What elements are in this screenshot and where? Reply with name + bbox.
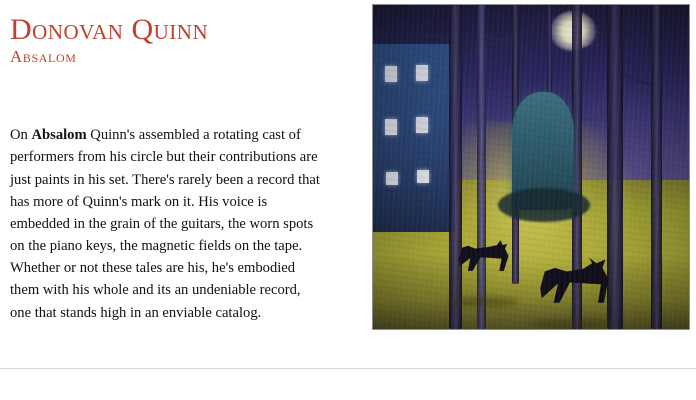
artwork-house-window	[416, 117, 428, 133]
artwork-house-window	[416, 65, 428, 81]
artwork-tree-trunk	[477, 5, 486, 329]
review-body-album-mention: Absalom	[31, 127, 87, 144]
album-artwork-canvas	[373, 5, 689, 329]
artwork-house-window	[417, 170, 429, 183]
page-divider	[0, 368, 696, 369]
artwork-house	[373, 44, 455, 232]
artwork-house-window	[385, 119, 397, 135]
album-artwork	[372, 4, 690, 330]
review-body-lead: On	[10, 127, 32, 144]
artwork-house-window	[386, 172, 398, 185]
review-text-column	[10, 14, 340, 338]
artwork-tree-trunk	[449, 5, 462, 329]
artwork-deer-shadow	[531, 319, 615, 329]
artwork-tree-trunk	[607, 5, 623, 329]
album-title: Absalom	[10, 46, 77, 66]
artwork-tree-trunk	[651, 5, 662, 329]
artwork-central-stump	[512, 92, 574, 210]
review-body	[10, 124, 322, 324]
artist-name: Donovan Quinn	[10, 13, 209, 46]
review-body-rest: Quinn's assembled a rotating cast of performers from his circle but their contributions are just paints in his set. There's rarely been a record that has more of Quinn's mark on it. His voice is embedded in the grain of the guitars, the worn spots on the piano keys, the magnetic fields on the tape. Whether or not these tales are his, he's embodied them with his whole and its an undeniable record, one that stands high in an enviable catalog.	[10, 127, 320, 321]
artwork-deer-shadow	[449, 297, 519, 307]
artwork-house-window	[385, 66, 397, 82]
